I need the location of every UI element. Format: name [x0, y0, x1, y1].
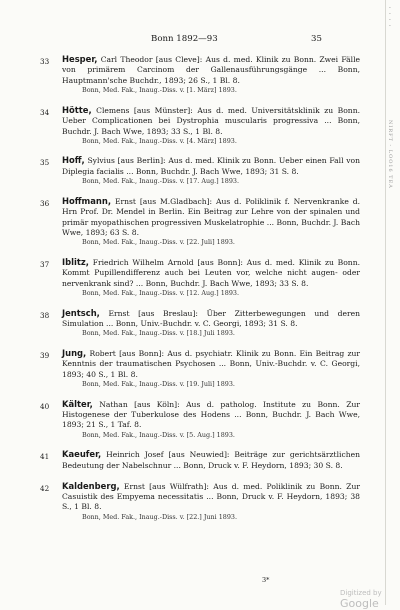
entry-faculty-note: Bonn, Med. Fak., Inaug.-Diss. v. [12. Aug.] 1893.	[82, 289, 240, 298]
entry-number: 34	[40, 107, 50, 117]
entry-text: Friedrich Wilhelm Arnold [aus Bonn]: Aus d. med. Klinik zu Bonn. Kommt Pupillendifferenz auch bei Leuten vor, welche nicht augen- oder nervenkrank sind? ... Bonn, Buchdr. J. Bach Wwe, 1893; 33 S. 8.	[62, 257, 360, 288]
entry-body	[62, 105, 360, 137]
entry-number: 36	[40, 198, 50, 208]
entry-text: Ernst [aus M.Gladbach]: Aus d. Poliklinik f. Nervenkranke d. Hrn Prof. Dr. Mendel in Berlin. Ein Beitrag zur Lehre von der spinalen und primär myopathischen progressiven Muskelatrophie ... Bonn, Buchdr. J. Bach Wwe, 1893; 63 S. 8.	[62, 196, 360, 237]
dissertation-entry	[40, 308, 360, 339]
dissertation-entry	[40, 481, 360, 522]
dissertation-entry	[40, 257, 360, 298]
entry-number: 39	[40, 350, 50, 360]
dissertation-entry	[40, 54, 360, 95]
author-name: Kälter,	[62, 398, 93, 409]
entry-text: Clemens [aus Münster]: Aus d. med. Universitätsklinik zu Bonn. Ueber Complicationen bei Dystrophia muscularis progressiva ... Bonn, Buchdr. J. Bach Wwe, 1893; 33 S., 1 Bl. 8.	[62, 105, 360, 136]
author-name: Kaldenberg,	[62, 480, 120, 491]
edge-text: NIRFT - LOO16 TEA	[387, 120, 393, 189]
entry-body	[62, 155, 360, 177]
entry-text: Nathan [aus Köln]: Aus d. patholog. Institute zu Bonn. Zur Histogenese der Tuberkulose des Hodens ... Bonn, Buchdr. J. Bach Wwe, 1893; 21 S., 1 Taf. 8.	[62, 399, 360, 430]
entry-faculty-note: Bonn, Med. Fak., Inaug.-Diss. v. [5. Aug.] 1893.	[82, 430, 235, 439]
page-header	[0, 34, 400, 46]
entry-body	[62, 54, 360, 86]
dissertation-entry	[40, 196, 360, 248]
entry-faculty-note: Bonn, Med. Fak., Inaug.-Diss. v. [19. Juli] 1893.	[82, 380, 235, 389]
author-name: Kaeufer,	[62, 449, 102, 460]
author-name: Jung,	[62, 347, 87, 358]
entry-body	[62, 257, 360, 289]
entry-number: 41	[40, 452, 50, 462]
entry-body	[62, 449, 360, 471]
digitized-watermark	[340, 588, 400, 610]
entry-faculty-note: Bonn, Med. Fak., Inaug.-Diss. v. [4. März] 1893.	[82, 136, 237, 145]
watermark-prefix: Digitized by	[340, 589, 382, 597]
author-name: Hoffmann,	[62, 195, 112, 206]
dissertation-entry	[40, 449, 360, 471]
author-name: Iblitz,	[62, 256, 89, 267]
author-name: Hoff,	[62, 155, 85, 166]
entry-text: Robert [aus Bonn]: Aus d. psychiatr. Klinik zu Bonn. Ein Beitrag zur Kenntnis der traumatischen Psychosen ... Bonn, Univ.-Buchdr. v. C. Georgi, 1893; 40 S., 1 Bl. 8.	[62, 348, 360, 379]
edge-dots: · · · ·	[389, 5, 391, 30]
entry-body	[62, 481, 360, 513]
entry-faculty-note: Bonn, Med. Fak., Inaug.-Diss. v. [22. Juli] 1893.	[82, 238, 235, 247]
entry-number: 33	[40, 57, 50, 66]
entry-number: 37	[40, 259, 50, 269]
entry-text: Sylvius [aus Berlin]: Aus d. med. Klinik zu Bonn. Ueber einen Fall von Diplegia facialis ... Bonn, Buchdr. J. Bach Wwe, 1893; 31 S. 8.	[62, 156, 360, 176]
entry-faculty-note: Bonn, Med. Fak., Inaug.-Diss. v. [17. Aug.] 1893.	[82, 177, 240, 186]
entry-number: 42	[40, 483, 50, 493]
author-name: Hötte,	[62, 104, 92, 115]
author-name: Jentsch,	[62, 307, 100, 318]
page-spine-line	[385, 0, 386, 605]
dissertation-entry	[40, 155, 360, 186]
entry-number: 35	[40, 158, 50, 168]
entry-text: Carl Theodor [aus Cleve]: Aus d. med. Klinik zu Bonn. Zwei Fälle von primärem Carcinom der Gallenausführungsgänge ... Bonn, Hauptmann'sche Buchdr., 1893; 26 S., 1 Bl. 8.	[62, 55, 360, 85]
entry-text: Ernst [aus Breslau]: Über Zitterbewegungen und deren Simulation ... Bonn, Univ.-Buchdr. v. C. Georgi, 1893; 31 S. 8.	[62, 308, 360, 328]
entry-faculty-note: Bonn, Med. Fak., Inaug.-Diss. v. [1. März] 1893.	[82, 86, 237, 95]
entry-number: 40	[40, 401, 50, 411]
entry-body	[62, 399, 360, 431]
dissertation-entry	[40, 348, 360, 389]
entry-body	[62, 308, 360, 330]
entry-faculty-note: Bonn, Med. Fak., Inaug.-Diss. v. [22.] Juni 1893.	[82, 512, 237, 521]
dissertation-list	[40, 54, 360, 531]
entry-body	[62, 196, 360, 239]
signature-mark: 3*	[262, 576, 270, 584]
running-title: Bonn 1892—93	[151, 34, 218, 44]
watermark-brand: Google	[340, 597, 379, 610]
entry-number: 38	[40, 310, 50, 320]
page-number: 35	[311, 34, 322, 44]
entry-body	[62, 348, 360, 380]
entry-text: Heinrich Josef [aus Neuwied]: Beiträge zur gerichtsärztlichen Bedeutung der Nabelschnur ... Bonn, Druck v. F. Heydorn, 1893; 30 S. 8.	[62, 450, 360, 470]
entry-faculty-note: Bonn, Med. Fak., Inaug.-Diss. v. [18.] Juli 1893.	[82, 329, 235, 338]
dissertation-entry	[40, 105, 360, 146]
entry-text: Ernst [aus Wülfrath]: Aus d. med. Poliklinik zu Bonn. Zur Casuistik des Empyema necessitatis ... Bonn, Druck v. F. Heydorn, 1893; 38 S., 1 Bl. 8.	[62, 481, 360, 512]
dissertation-entry	[40, 399, 360, 440]
author-name: Hesper,	[62, 54, 98, 64]
